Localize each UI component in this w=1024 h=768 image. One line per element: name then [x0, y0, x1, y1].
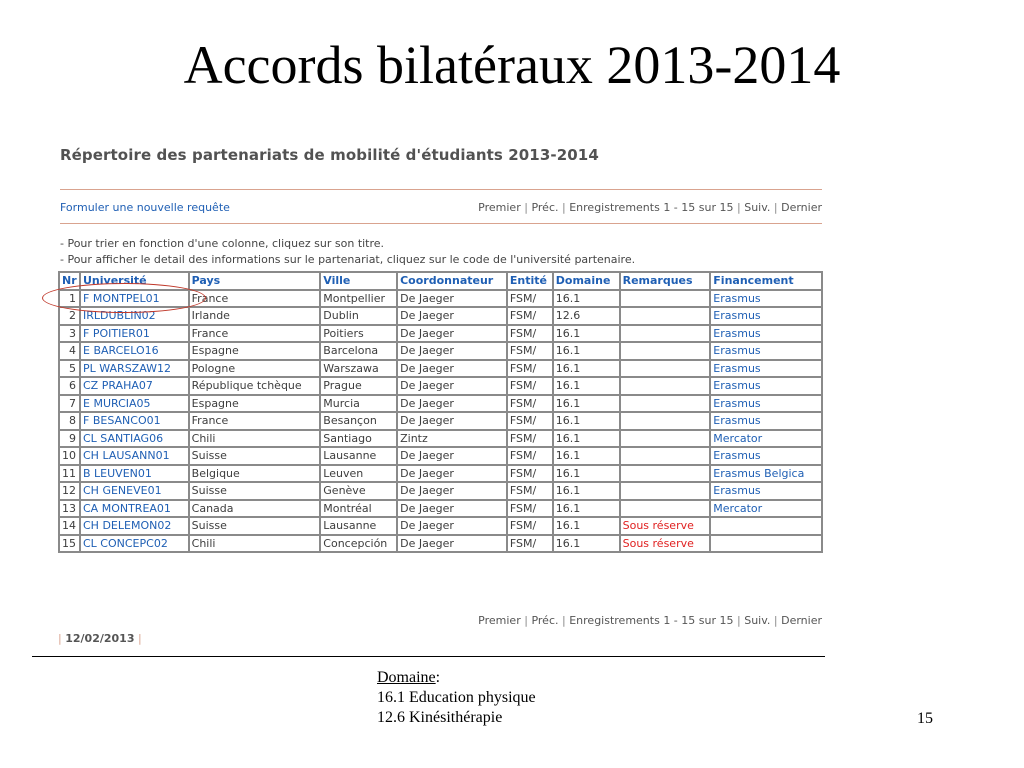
table-row [59, 307, 822, 325]
table-row [59, 535, 822, 553]
cell-financement: Mercator [710, 500, 822, 518]
cell-pays: Belgique [189, 465, 321, 483]
cell-coordonnateur: Zintz [397, 430, 507, 448]
cell-nr: 9 [59, 430, 80, 448]
university-code-link[interactable]: CZ PRAHA07 [80, 377, 189, 395]
page-number: 15 [917, 710, 933, 727]
cell-nr: 11 [59, 465, 80, 483]
cell-entite: FSM/ [507, 482, 553, 500]
cell-entite: FSM/ [507, 535, 553, 553]
cell-remarques [620, 482, 711, 500]
table-row [59, 290, 822, 308]
cell-entite: FSM/ [507, 290, 553, 308]
cell-remarques [620, 325, 711, 343]
pager-records: Enregistrements 1 - 15 sur 15 [569, 201, 734, 214]
pager-last[interactable]: Dernier [781, 201, 822, 214]
university-code-link[interactable]: F POITIER01 [80, 325, 189, 343]
cell-financement: Erasmus [710, 412, 822, 430]
column-header-ville[interactable]: Ville [320, 272, 397, 290]
pager-prev[interactable]: Préc. [531, 614, 559, 627]
table-row [59, 447, 822, 465]
cell-domaine: 16.1 [553, 325, 620, 343]
cell-pays: Suisse [189, 517, 321, 535]
cell-ville: Genève [320, 482, 397, 500]
cell-ville: Montréal [320, 500, 397, 518]
cell-coordonnateur: De Jaeger [397, 535, 507, 553]
table-row [59, 325, 822, 343]
cell-entite: FSM/ [507, 412, 553, 430]
cell-ville: Warszawa [320, 360, 397, 378]
column-header-domaine[interactable]: Domaine [553, 272, 620, 290]
university-code-link[interactable]: CL SANTIAG06 [80, 430, 189, 448]
cell-remarques [620, 290, 711, 308]
cell-coordonnateur: De Jaeger [397, 412, 507, 430]
university-code-link[interactable]: E MURCIA05 [80, 395, 189, 413]
cell-coordonnateur: De Jaeger [397, 377, 507, 395]
cell-financement: Erasmus [710, 447, 822, 465]
cell-coordonnateur: De Jaeger [397, 465, 507, 483]
cell-remarques: Sous réserve [620, 535, 711, 553]
cell-pays: Suisse [189, 482, 321, 500]
cell-pays: Suisse [189, 447, 321, 465]
cell-remarques [620, 342, 711, 360]
cell-nr: 8 [59, 412, 80, 430]
cell-nr: 14 [59, 517, 80, 535]
cell-ville: Besançon [320, 412, 397, 430]
cell-remarques [620, 395, 711, 413]
cell-nr: 2 [59, 307, 80, 325]
cell-coordonnateur: De Jaeger [397, 395, 507, 413]
cell-coordonnateur: De Jaeger [397, 482, 507, 500]
cell-ville: Concepción [320, 535, 397, 553]
cell-domaine: 16.1 [553, 395, 620, 413]
column-header-remarques[interactable]: Remarques [620, 272, 711, 290]
cell-financement: Erasmus [710, 342, 822, 360]
cell-domaine: 16.1 [553, 412, 620, 430]
table-row [59, 360, 822, 378]
cell-entite: FSM/ [507, 395, 553, 413]
column-header-nr[interactable]: Nr [59, 272, 80, 290]
cell-pays: Chili [189, 535, 321, 553]
cell-domaine: 16.1 [553, 447, 620, 465]
cell-entite: FSM/ [507, 500, 553, 518]
cell-pays: France [189, 290, 321, 308]
cell-pays: Canada [189, 500, 321, 518]
cell-pays: Pologne [189, 360, 321, 378]
pager-separator: | [524, 201, 528, 214]
column-header-entite[interactable]: Entité [507, 272, 553, 290]
cell-pays: France [189, 412, 321, 430]
table-row [59, 482, 822, 500]
cell-nr: 7 [59, 395, 80, 413]
cell-remarques [620, 430, 711, 448]
pager-first[interactable]: Premier [478, 201, 521, 214]
legend-heading: Domaine [377, 669, 436, 686]
pager-records: Enregistrements 1 - 15 sur 15 [569, 614, 734, 627]
cell-domaine: 16.1 [553, 465, 620, 483]
pager-separator: | [562, 614, 566, 627]
cell-coordonnateur: De Jaeger [397, 360, 507, 378]
university-code-link[interactable]: CH LAUSANN01 [80, 447, 189, 465]
footer-separator: | [137, 632, 142, 645]
pager-separator: | [562, 201, 566, 214]
pager-separator: | [737, 614, 741, 627]
cell-entite: FSM/ [507, 447, 553, 465]
university-code-link[interactable]: IRLDUBLIN02 [80, 307, 189, 325]
cell-ville: Barcelona [320, 342, 397, 360]
pager-separator: | [737, 201, 741, 214]
cell-nr: 5 [59, 360, 80, 378]
cell-coordonnateur: De Jaeger [397, 517, 507, 535]
footer-date-value: 12/02/2013 [65, 632, 135, 645]
cell-domaine: 16.1 [553, 377, 620, 395]
cell-nr: 12 [59, 482, 80, 500]
cell-ville: Murcia [320, 395, 397, 413]
cell-pays: République tchèque [189, 377, 321, 395]
cell-entite: FSM/ [507, 342, 553, 360]
university-code-link[interactable]: E BARCELO16 [80, 342, 189, 360]
cell-financement: Erasmus [710, 325, 822, 343]
university-code-link[interactable]: CL CONCEPC02 [80, 535, 189, 553]
table-row [59, 465, 822, 483]
table-row [59, 412, 822, 430]
cell-pays: Irlande [189, 307, 321, 325]
university-code-link[interactable]: CH GENEVE01 [80, 482, 189, 500]
cell-ville: Lausanne [320, 447, 397, 465]
cell-financement: Erasmus Belgica [710, 465, 822, 483]
cell-nr: 3 [59, 325, 80, 343]
university-code-link[interactable]: B LEUVEN01 [80, 465, 189, 483]
pager-separator: | [524, 614, 528, 627]
bottom-divider [32, 656, 825, 657]
table-row [59, 500, 822, 518]
cell-financement: Erasmus [710, 307, 822, 325]
cell-pays: France [189, 325, 321, 343]
cell-pays: Espagne [189, 395, 321, 413]
pager-last[interactable]: Dernier [781, 614, 822, 627]
cell-ville: Dublin [320, 307, 397, 325]
cell-coordonnateur: De Jaeger [397, 325, 507, 343]
cell-coordonnateur: De Jaeger [397, 500, 507, 518]
pager-prev[interactable]: Préc. [531, 201, 559, 214]
partnership-table [58, 271, 823, 553]
cell-financement [710, 535, 822, 553]
cell-domaine: 16.1 [553, 482, 620, 500]
pager-separator: | [773, 614, 778, 627]
university-code-link[interactable]: CA MONTREA01 [80, 500, 189, 518]
cell-ville: Prague [320, 377, 397, 395]
legend-colon: : [435, 669, 441, 686]
cell-domaine: 16.1 [553, 500, 620, 518]
cell-pays: Espagne [189, 342, 321, 360]
cell-coordonnateur: De Jaeger [397, 290, 507, 308]
cell-domaine: 16.1 [553, 430, 620, 448]
cell-nr: 15 [59, 535, 80, 553]
cell-domaine: 16.1 [553, 535, 620, 553]
table-row [59, 377, 822, 395]
table-row [59, 430, 822, 448]
cell-domaine: 16.1 [553, 360, 620, 378]
cell-remarques [620, 307, 711, 325]
cell-remarques [620, 377, 711, 395]
cell-remarques [620, 500, 711, 518]
cell-entite: FSM/ [507, 465, 553, 483]
cell-remarques [620, 447, 711, 465]
cell-ville: Montpellier [320, 290, 397, 308]
cell-ville: Santiago [320, 430, 397, 448]
cell-remarques [620, 465, 711, 483]
legend-heading-line [377, 668, 536, 688]
cell-ville: Poitiers [320, 325, 397, 343]
table-body [59, 290, 822, 553]
cell-financement: Erasmus [710, 290, 822, 308]
column-header-pays[interactable]: Pays [189, 272, 321, 290]
cell-entite: FSM/ [507, 307, 553, 325]
legend-line-12-6: 12.6 Kinésithérapie [377, 709, 503, 726]
cell-remarques: Sous réserve [620, 517, 711, 535]
cell-remarques [620, 412, 711, 430]
slide-title: Accords bilatéraux 2013-2014 [183, 35, 841, 95]
divider-middle [60, 223, 822, 224]
cell-financement: Mercator [710, 430, 822, 448]
new-query-link[interactable]: Formuler une nouvelle requête [60, 201, 230, 214]
pager-separator: | [773, 201, 778, 214]
cell-domaine: 16.1 [553, 517, 620, 535]
cell-coordonnateur: De Jaeger [397, 342, 507, 360]
table-row [59, 395, 822, 413]
pager-next[interactable]: Suiv. [744, 614, 771, 627]
cell-pays: Chili [189, 430, 321, 448]
directory-heading: Répertoire des partenariats de mobilité d'étudiants 2013-2014 [60, 146, 599, 164]
university-code-link[interactable]: PL WARSZAW12 [80, 360, 189, 378]
university-code-link[interactable]: CH DELEMON02 [80, 517, 189, 535]
pager-first[interactable]: Premier [478, 614, 521, 627]
cell-financement: Erasmus [710, 360, 822, 378]
cell-coordonnateur: De Jaeger [397, 307, 507, 325]
instruction-sort: - Pour trier en fonction d'une colonne, cliquez sur son titre. [60, 237, 385, 250]
university-code-link[interactable]: F MONTPEL01 [80, 290, 189, 308]
pager-next[interactable]: Suiv. [744, 201, 771, 214]
instruction-detail: - Pour afficher le detail des informations sur le partenariat, cliquez sur le code de l'université partenaire. [60, 253, 636, 266]
footer-date [58, 632, 142, 645]
cell-domaine: 16.1 [553, 342, 620, 360]
cell-nr: 13 [59, 500, 80, 518]
cell-entite: FSM/ [507, 325, 553, 343]
cell-nr: 4 [59, 342, 80, 360]
column-header-financement[interactable]: Financement [710, 272, 822, 290]
table-header-row [59, 272, 822, 290]
table-row [59, 517, 822, 535]
table-row [59, 342, 822, 360]
column-header-universite[interactable]: Université [80, 272, 189, 290]
column-header-coordonnateur[interactable]: Coordonnateur [397, 272, 507, 290]
divider-top [60, 189, 822, 190]
cell-nr: 1 [59, 290, 80, 308]
cell-financement [710, 517, 822, 535]
cell-entite: FSM/ [507, 360, 553, 378]
cell-coordonnateur: De Jaeger [397, 447, 507, 465]
cell-entite: FSM/ [507, 377, 553, 395]
cell-entite: FSM/ [507, 517, 553, 535]
legend-line-16-1: 16.1 Education physique [377, 689, 536, 706]
pagination-top [478, 201, 822, 214]
cell-financement: Erasmus [710, 377, 822, 395]
cell-domaine: 12.6 [553, 307, 620, 325]
cell-remarques [620, 360, 711, 378]
cell-financement: Erasmus [710, 482, 822, 500]
cell-nr: 6 [59, 377, 80, 395]
cell-ville: Lausanne [320, 517, 397, 535]
cell-ville: Leuven [320, 465, 397, 483]
cell-financement: Erasmus [710, 395, 822, 413]
footer-separator: | [58, 632, 62, 645]
cell-entite: FSM/ [507, 430, 553, 448]
pagination-bottom [478, 614, 822, 627]
domain-legend [377, 668, 536, 728]
university-code-link[interactable]: F BESANCO01 [80, 412, 189, 430]
cell-domaine: 16.1 [553, 290, 620, 308]
cell-nr: 10 [59, 447, 80, 465]
